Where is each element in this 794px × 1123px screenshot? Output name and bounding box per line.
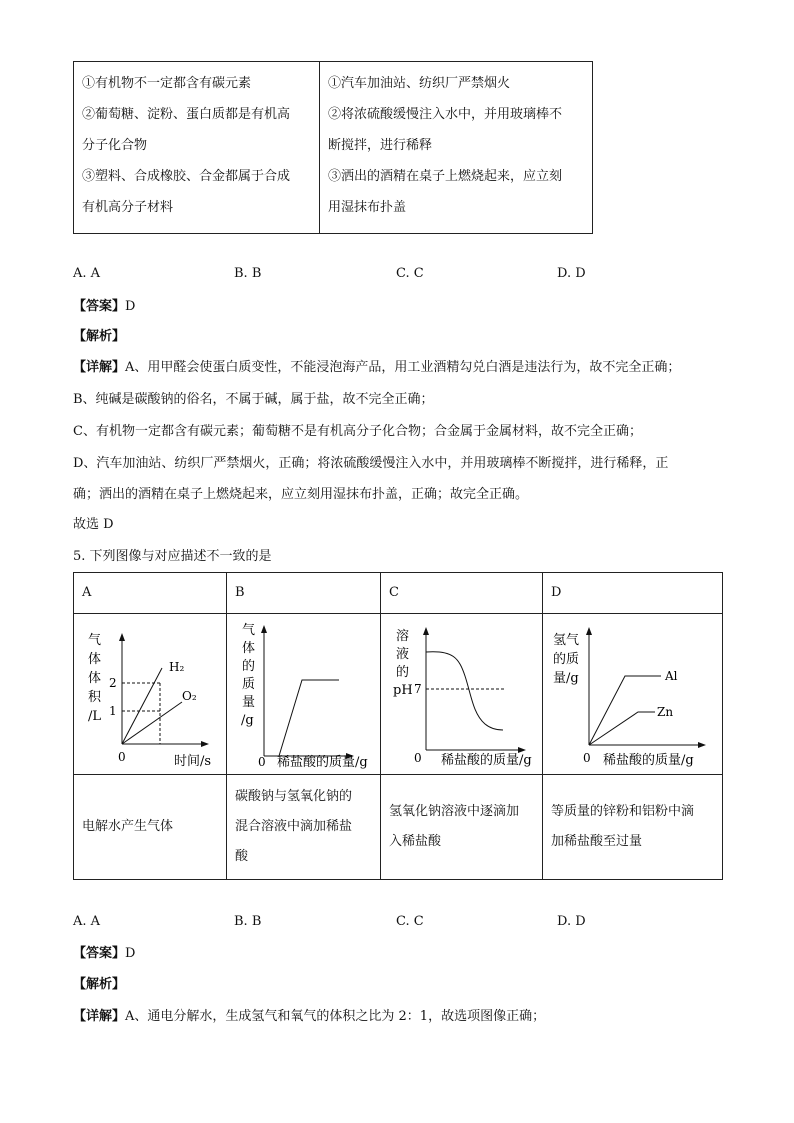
q5-answer-label: 【答案】 <box>73 946 126 961</box>
q4-left-item-1: ①有机物不一定都含有碳元素 <box>82 76 252 91</box>
graph-a-ylabel-5: /L <box>88 709 102 724</box>
q4-option-d: D. D <box>557 266 586 281</box>
q4-option-b: B. B <box>234 266 262 281</box>
q4-detail-line-3: C、有机物一定都含有碳元素；葡萄糖不是有机高分子化合物；合金属于金属材料，故不完全正确； <box>73 424 642 439</box>
graph-b <box>227 614 380 770</box>
q5-graph-c-cell <box>381 614 543 775</box>
q5-desc-b-line-2: 混合溶液中滴加稀盐 <box>235 819 353 834</box>
graph-c-origin: 0 <box>414 751 422 765</box>
q5-graph-table <box>73 572 723 880</box>
q5-desc-d-line-1: 等质量的锌粉和铝粉中滴 <box>551 804 695 819</box>
q5-desc-b-line-3: 酸 <box>235 849 249 864</box>
q5-desc-d-cell <box>543 775 723 880</box>
q5-option-a: A. A <box>73 914 101 929</box>
q4-detail-line-5: 确；洒出的酒精在桌子上燃烧起来，应立刻用湿抹布扑盖，正确；故完全正确。 <box>73 487 529 502</box>
graph-b-ylabel-1: 气 <box>242 623 256 638</box>
q5-header-a <box>74 573 227 614</box>
q5-detail-label: 【详解】 <box>73 1009 126 1024</box>
graph-a-o2-line <box>122 702 182 744</box>
q5-desc-c-line-1: 氢氧化钠溶液中逐滴加 <box>389 804 520 819</box>
graph-a-ylabel-2: 体 <box>88 652 102 667</box>
q5-graph-d-cell <box>543 614 723 775</box>
q5-desc-c-cell <box>381 775 543 880</box>
q5-header-c <box>381 573 543 614</box>
q5-header-b <box>227 573 381 614</box>
q4-answer-label: 【答案】 <box>73 299 126 314</box>
graph-a-h2-label: H₂ <box>169 660 185 674</box>
q4-statement-table <box>73 61 593 234</box>
q4-detail-line-1 <box>73 359 680 377</box>
graph-a-o2-label: O₂ <box>182 689 197 703</box>
q5-desc-a-line-1: 电解水产生气体 <box>82 819 174 834</box>
q5-desc-a-cell <box>74 775 227 880</box>
q4-detail-label: 【详解】 <box>73 360 126 375</box>
graph-c-curve <box>426 652 503 730</box>
graph-d-ylabel-3: 量/g <box>553 671 579 686</box>
graph-c <box>381 614 542 770</box>
q4-table-right-cell <box>320 62 593 234</box>
q4-answer <box>73 298 135 316</box>
q5-header-c-text: C <box>389 585 399 600</box>
q4-right-item-1: ①汽车加油站、纺织厂严禁烟火 <box>328 76 511 91</box>
graph-b-ylabel-2: 体 <box>242 641 256 656</box>
graph-a-tick-1: 1 <box>109 704 117 718</box>
graph-a-tick-2: 2 <box>109 676 117 690</box>
q4-analysis-label: 【解析】 <box>73 329 126 344</box>
graph-b-ylabel-6: /g <box>241 713 254 728</box>
q4-detail-text-1: A、用甲醛会使蛋白质变性，不能浸泡海产品，用工业酒精勾兑白酒是违法行为，故不完全正确； <box>125 360 681 375</box>
graph-c-tick-7: 7 <box>414 682 422 696</box>
graph-b-curve <box>279 680 339 756</box>
graph-d-origin: 0 <box>583 751 591 765</box>
graph-a-xlabel: 时间/s <box>174 754 212 769</box>
graph-d-zn-label: Zn <box>657 705 674 719</box>
graph-a-ylabel-4: 积 <box>88 690 102 705</box>
q5-desc-c-line-2: 入稀盐酸 <box>389 834 442 849</box>
q4-option-a: A. A <box>73 266 101 281</box>
graph-c-ylabel-1: 溶 <box>396 629 410 644</box>
q4-left-item-3a: ③塑料、合成橡胶、合金都属于合成 <box>82 169 291 184</box>
graph-c-xlabel: 稀盐酸的质量/g <box>441 753 532 768</box>
graph-d <box>543 614 722 770</box>
graph-b-origin: 0 <box>258 755 266 769</box>
graph-d-al-line <box>589 676 661 745</box>
q5-header-b-text: B <box>235 585 245 600</box>
q4-right-item-2a: ②将浓硫酸缓慢注入水中，并用玻璃棒不 <box>328 107 563 122</box>
graph-c-ylabel-4: pH <box>393 683 413 698</box>
q4-right-item-2b: 断搅拌，进行稀释 <box>328 138 433 153</box>
q4-right-item-3b: 用湿抹布扑盖 <box>328 200 407 215</box>
graph-c-ylabel-2: 液 <box>396 647 410 662</box>
graph-a-h2-line <box>122 668 162 744</box>
graph-b-ylabel-4: 质 <box>242 677 256 692</box>
q5-desc-b-cell <box>227 775 381 880</box>
q5-detail-line <box>73 1008 545 1026</box>
q5-option-c: C. C <box>396 914 424 929</box>
q4-left-item-3b: 有机高分子材料 <box>82 200 174 215</box>
q5-analysis-label: 【解析】 <box>73 977 126 992</box>
graph-a <box>74 614 226 770</box>
q4-table-left-cell <box>74 62 320 234</box>
q5-detail-text: A、通电分解水，生成氢气和氧气的体积之比为 2：1，故选项图像正确； <box>125 1009 546 1024</box>
graph-b-xlabel: 稀盐酸的质量/g <box>277 755 368 770</box>
graph-b-ylabel-3: 的 <box>242 659 256 674</box>
graph-d-ylabel-1: 氢气 <box>553 633 580 648</box>
q5-graph-a-cell <box>74 614 227 775</box>
q5-option-b: B. B <box>234 914 262 929</box>
q4-right-item-3a: ③洒出的酒精在桌子上燃烧起来，应立刻 <box>328 169 563 184</box>
q4-option-c: C. C <box>396 266 424 281</box>
q5-desc-b-line-1: 碳酸钠与氢氧化钠的 <box>235 789 353 804</box>
q5-answer <box>73 945 135 963</box>
graph-d-al-label: Al <box>665 669 678 683</box>
q4-conclusion: 故选 D <box>73 517 114 532</box>
q4-answer-value: D <box>125 299 136 314</box>
q5-graph-b-cell <box>227 614 381 775</box>
graph-d-ylabel-2: 的质 <box>553 652 580 667</box>
graph-c-ylabel-3: 的 <box>396 665 410 680</box>
q5-header-d <box>543 573 723 614</box>
q5-header-d-text: D <box>551 585 562 600</box>
q5-header-a-text: A <box>82 585 92 600</box>
q5-desc-d-line-2: 加稀盐酸至过量 <box>551 834 643 849</box>
q4-left-item-2a: ②葡萄糖、淀粉、蛋白质都是有机高 <box>82 107 291 122</box>
q4-detail-line-2: B、纯碱是碳酸钠的俗名，不属于碱，属于盐，故不完全正确； <box>73 392 434 407</box>
graph-d-xlabel: 稀盐酸的质量/g <box>603 753 694 768</box>
graph-a-ylabel-1: 气 <box>88 633 102 648</box>
graph-a-ylabel-3: 体 <box>88 671 102 686</box>
q5-stem: 5. 下列图像与对应描述不一致的是 <box>73 549 272 564</box>
q5-option-d: D. D <box>557 914 586 929</box>
q5-answer-value: D <box>125 946 136 961</box>
q4-detail-line-4: D、汽车加油站、纺织厂严禁烟火，正确；将浓硫酸缓慢注入水中，并用玻璃棒不断搅拌，进行稀释，正 <box>73 456 669 471</box>
graph-a-origin: 0 <box>118 750 126 764</box>
graph-d-zn-line <box>589 712 655 745</box>
q4-left-item-2b: 分子化合物 <box>82 138 148 153</box>
graph-b-ylabel-5: 量 <box>242 695 256 710</box>
